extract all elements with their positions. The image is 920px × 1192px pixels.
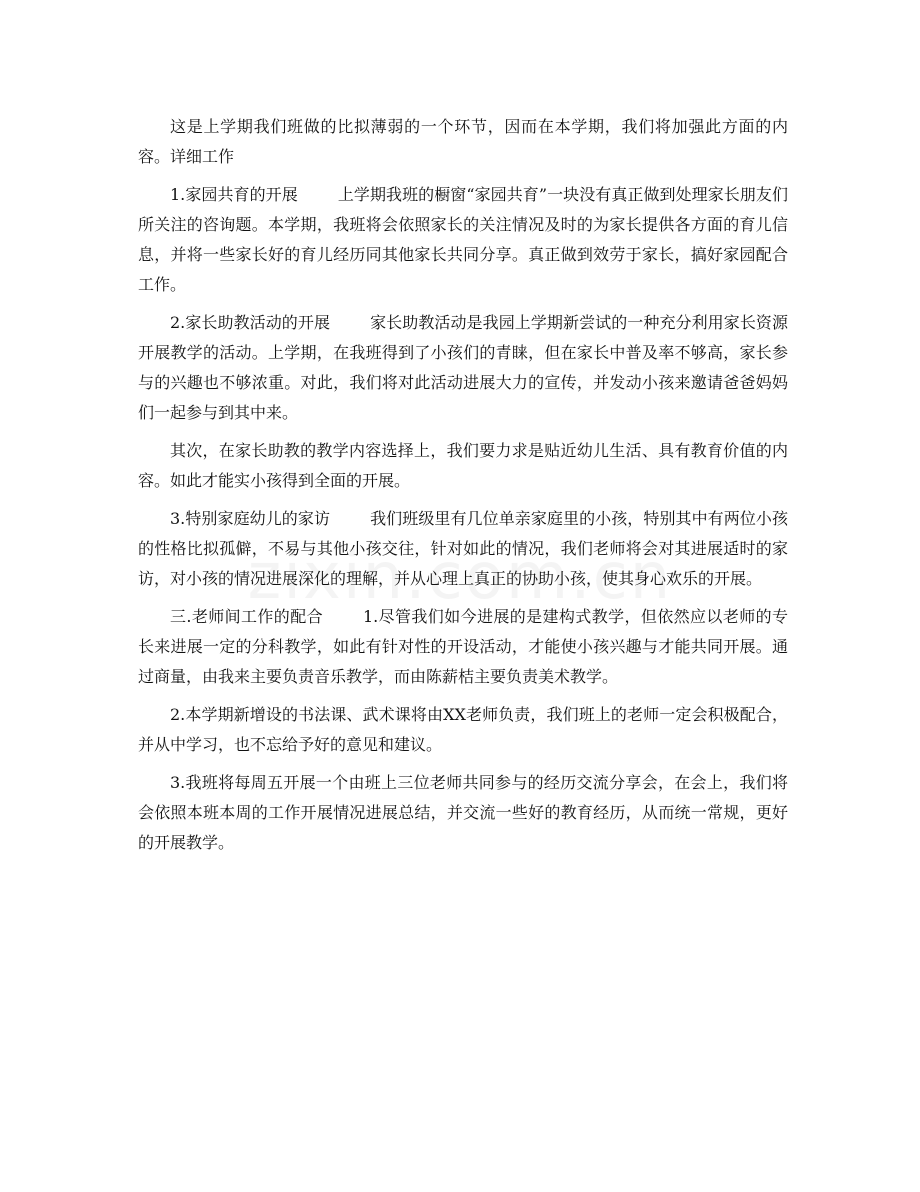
paragraph-text: 我们班级里有几位单亲家庭里的小孩，特别其中有两位小孩的性格比拟孤僻，不易与其他小孩交往，针对如此的情况，我们老师将会对其进展适时的家访，对小孩的情况进展深化的理解，并从心理上真正的协助小孩，使其身心欢乐的开展。: [138, 509, 788, 588]
section-heading: 2.家长助教活动的开展: [170, 313, 331, 332]
paragraph-text: 其次，在家长助教的教学内容选择上，我们要力求是贴近幼儿生活、具有教育价值的内容。如此才能实小孩得到全面的开展。: [138, 441, 788, 490]
section-heading: 三.老师间工作的配合: [170, 607, 323, 626]
paragraph-text: 1.尽管我们如今进展的是建构式教学，但依然应以老师的专长来进展一定的分科教学，如此有针对性的开设活动，才能使小孩兴趣与才能共同开展。通过商量，由我来主要负责音乐教学，而由陈薪桔主要负责美术教学。: [138, 607, 788, 686]
paragraph-weekly-meeting: [138, 768, 788, 858]
paragraph-text: 这是上学期我们班做的比拟薄弱的一个环节，因而在本学期，我们将加强此方面的内容。详细工作: [138, 117, 788, 166]
paragraph-text: 3.我班将每周五开展一个由班上三位老师共同参与的经历交流分享会，在会上，我们将会依照本班本周的工作开展情况进展总结，并交流一些好的教育经历，从而统一常规，更好的开展教学。: [138, 773, 788, 852]
section-heading: 1.家园共育的开展: [170, 185, 298, 204]
paragraph-text: 上学期我班的橱窗“家园共育”一块没有真正做到处理家长朋友们所关注的咨询题。本学期，我班将会依照家长的关注情况及时的为家长提供各方面的育儿信息，并将一些家长好的育儿经历同其他家长共同分享。真正做到效劳于家长，搞好家园配合工作。: [138, 185, 788, 294]
document-body: [138, 112, 788, 866]
paragraph-content-selection: [138, 436, 788, 496]
paragraph-text: 家长助教活动是我园上学期新尝试的一种充分利用家长资源开展教学的活动。上学期，在我班得到了小孩们的青睐，但在家长中普及率不够高，家长参与的兴趣也不够浓重。对此，我们将对此活动进展大力的宣传，并发动小孩来邀请爸爸妈妈们一起参与到其中来。: [138, 313, 788, 422]
paragraph-parent-assist: [138, 308, 788, 428]
paragraph-intro: [138, 112, 788, 172]
paragraph-teacher-cooperation: [138, 602, 788, 692]
section-heading: 3.特别家庭幼儿的家访: [170, 509, 331, 528]
paragraph-text: 2.本学期新增设的书法课、武术课将由XX老师负责，我们班上的老师一定会积极配合，并从中学习，也不忘给予好的意见和建议。: [138, 705, 788, 754]
paragraph-new-courses: [138, 700, 788, 760]
paragraph-home-school: [138, 180, 788, 300]
paragraph-home-visit: [138, 504, 788, 594]
